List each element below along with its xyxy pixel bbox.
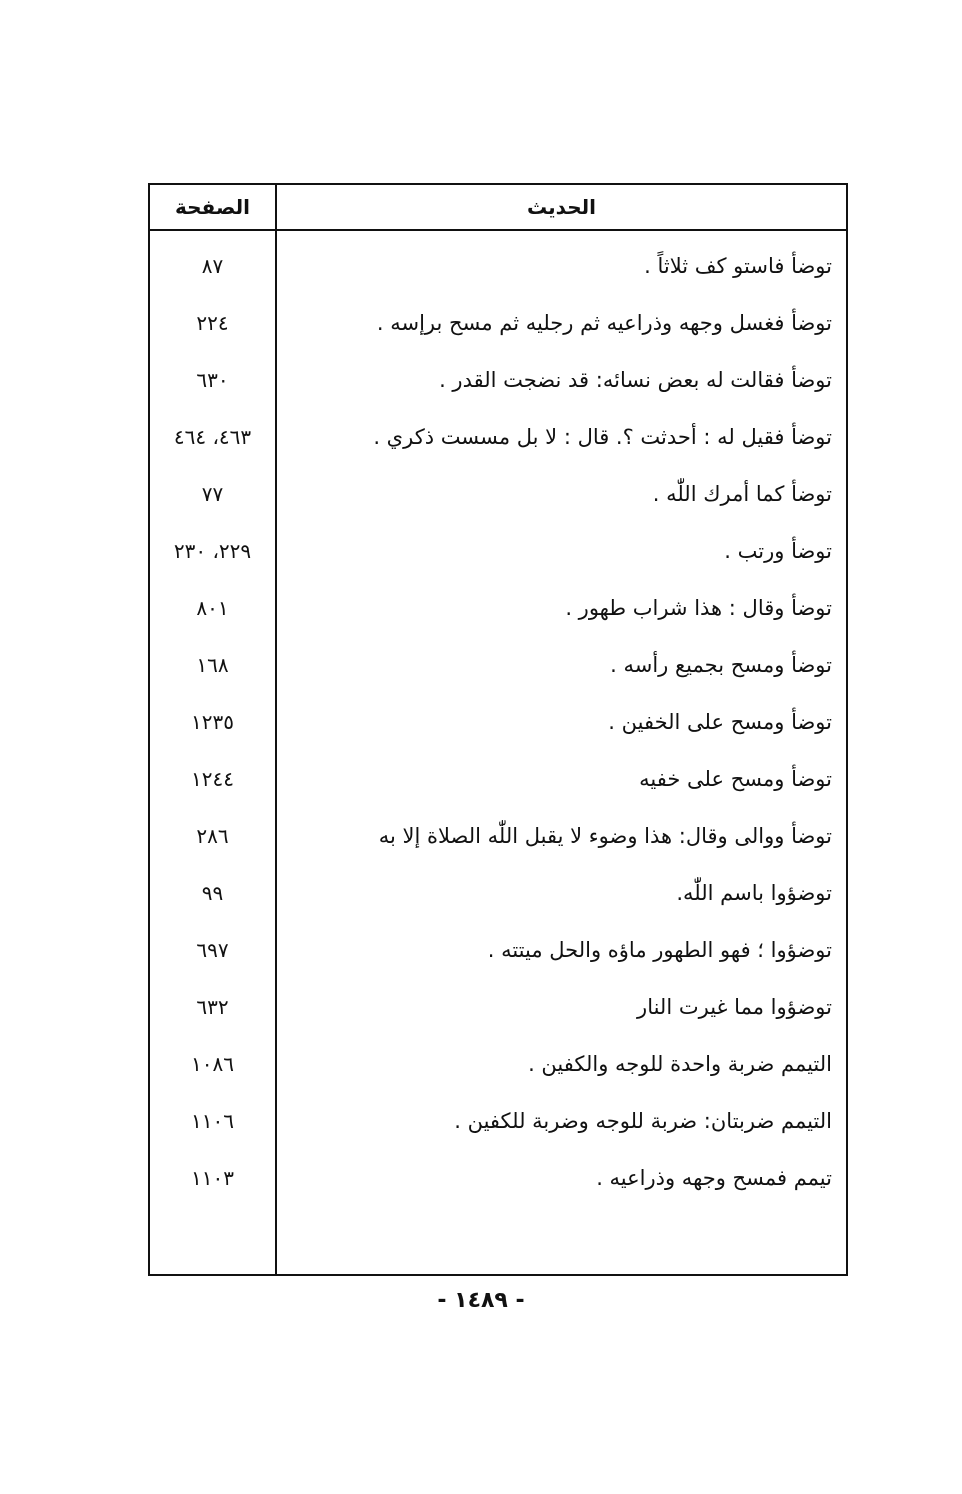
hadith-column xyxy=(275,185,846,1274)
page-number-cell: ٢٢٩، ٢٣٠ xyxy=(173,538,252,563)
hadith-text: توضأ فغسل وجهه وذراعيه ثم رجليه ثم مسح برإسه . xyxy=(376,310,832,335)
page-number-cell: ١٢٤٤ xyxy=(191,766,234,791)
page-rows xyxy=(150,231,275,1206)
page-column xyxy=(150,185,275,1274)
hadith-text: توضؤوا باسم اللّٰه. xyxy=(676,880,832,905)
page-column-header: الصفحة xyxy=(150,185,275,231)
hadith-text: توضؤوا مما غيرت النار xyxy=(637,994,832,1019)
hadith-text: التيمم ضربة واحدة للوجه والكفين . xyxy=(528,1051,832,1076)
page-number-cell: ١٢٣٥ xyxy=(191,709,234,734)
hadith-text: توضأ كما أمرك اللّٰه . xyxy=(652,481,832,506)
page-number-cell: ٢٨٦ xyxy=(196,823,229,848)
hadith-text: توضأ ومسح على خفيه xyxy=(639,766,832,791)
page-number-cell: ١٦٨ xyxy=(196,652,229,677)
page-number-cell: ١٠٨٦ xyxy=(191,1051,234,1076)
hadith-text: توضأ فقالت له بعض نسائه: قد نضجت القدر . xyxy=(439,367,832,392)
hadith-text: التيمم ضربتان: ضربة للوجه وضربة للكفين . xyxy=(454,1108,832,1133)
page-number-cell: ٨٠١ xyxy=(196,595,229,620)
page-number-cell: ٦٩٧ xyxy=(196,937,229,962)
hadith-text: توضأ فاستو كف ثلاثاً . xyxy=(644,253,832,278)
hadith-text: توضأ ومسح بجميع رأسه . xyxy=(610,652,832,677)
page-number-cell: ٨٧ xyxy=(201,253,224,278)
hadith-text: توضأ فقيل له : أحدثت ؟. قال : لا بل مسست ذكري . xyxy=(373,424,832,449)
page-number-cell: ١١٠٦ xyxy=(191,1108,234,1133)
page-number-cell: ٤٦٣، ٤٦٤ xyxy=(173,424,252,449)
page-number-cell: ١١٠٣ xyxy=(191,1165,234,1190)
page-number-cell: ٦٣٠ xyxy=(196,367,229,392)
hadith-text: توضأ ووالى وقال: هذا وضوء لا يقبل اللّٰه الصلاة إلا به xyxy=(378,823,832,848)
hadith-index-table xyxy=(148,183,848,1276)
hadith-column-header: الحديث xyxy=(277,185,846,231)
page-number-cell: ٩٩ xyxy=(201,880,224,905)
hadith-rows xyxy=(277,231,846,1206)
hadith-text: توضأ ومسح على الخفين . xyxy=(608,709,832,734)
page-number-cell: ٦٣٢ xyxy=(196,994,229,1019)
hadith-text: توضأ وقال : هذا شراب طهور . xyxy=(565,595,832,620)
hadith-text: تيمم فمسح وجهه وذراعيه . xyxy=(596,1165,832,1190)
hadith-text: توضأ ورتب . xyxy=(724,538,832,563)
hadith-text: توضؤوا ؛ فهو الطهور ماؤه والحل ميتته . xyxy=(487,937,832,962)
page-number-cell: ٧٧ xyxy=(201,481,224,506)
page-number-cell: ٢٢٤ xyxy=(196,310,229,335)
page-footer-number: - ١٤٨٩ - xyxy=(437,1288,525,1313)
